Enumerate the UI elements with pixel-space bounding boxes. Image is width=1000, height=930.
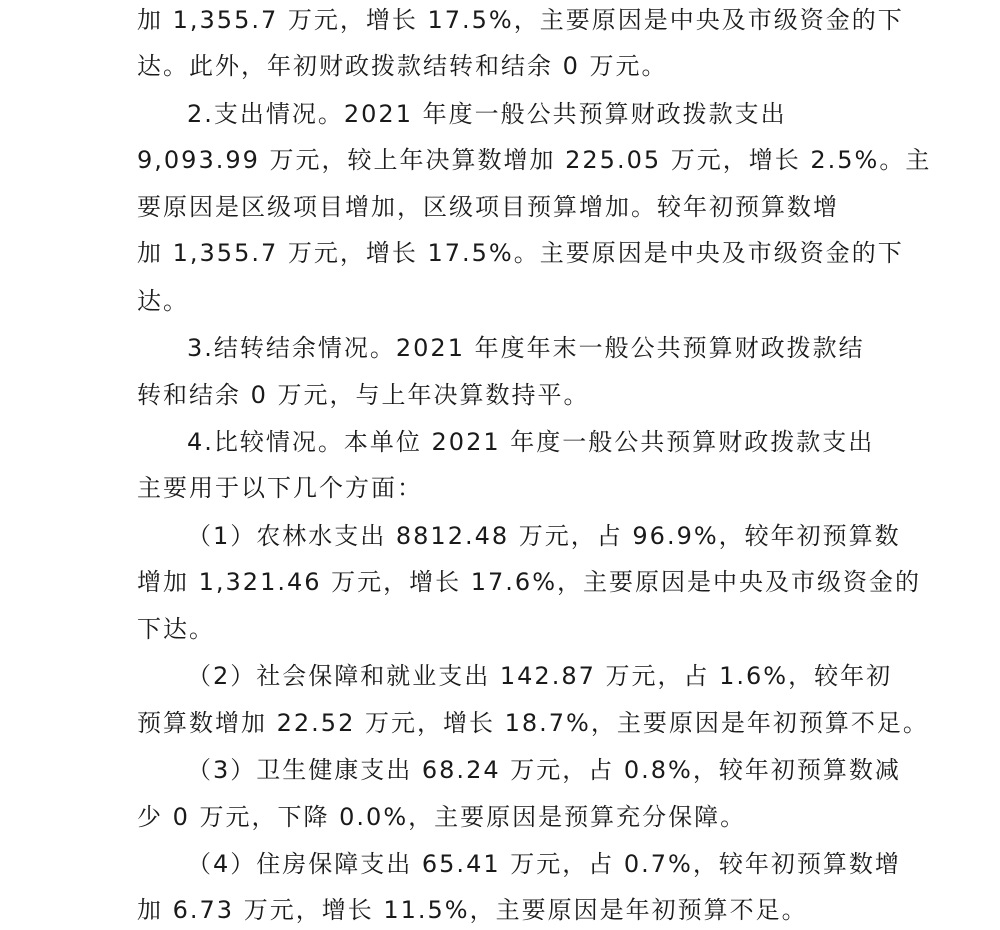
text-line: 少 0 万元，下降 0.0%，主要原因是预算充分保障。: [137, 803, 747, 831]
text-line: 预算数增加 22.52 万元，增长 18.7%，主要原因是年初预算不足。: [137, 709, 929, 737]
text-line: 增加 1,321.46 万元，增长 17.6%，主要原因是中央及市级资金的: [137, 568, 922, 596]
text-line: （3）卫生健康支出 68.24 万元，占 0.8%，较年初预算数减: [187, 756, 901, 784]
text-line: 加 6.73 万元，增长 11.5%，主要原因是年初预算不足。: [137, 896, 808, 924]
text-line: （1）农林水支出 8812.48 万元，占 96.9%，较年初预算数: [187, 522, 901, 550]
text-line: （4）住房保障支出 65.41 万元，占 0.7%，较年初预算数增: [187, 850, 901, 878]
text-line: 要原因是区级项目增加，区级项目预算增加。较年初预算数增: [137, 193, 839, 221]
text-line: 主要用于以下几个方面：: [137, 474, 423, 502]
text-line: 达。: [137, 287, 189, 315]
text-line: 3.结转结余情况。2021 年度年末一般公共预算财政拨款结: [187, 334, 865, 362]
text-line: 下达。: [137, 615, 215, 643]
text-line: 转和结余 0 万元，与上年决算数持平。: [137, 381, 590, 409]
text-line: 加 1,355.7 万元，增长 17.5%。主要原因是中央及市级资金的下: [137, 239, 904, 267]
text-line: 4.比较情况。本单位 2021 年度一般公共预算财政拨款支出: [187, 428, 875, 456]
text-line: 9,093.99 万元，较上年决算数增加 225.05 万元，增长 2.5%。主: [137, 146, 932, 174]
text-line: 达。此外，年初财政拨款结转和结余 0 万元。: [137, 52, 668, 80]
text-line: （2）社会保障和就业支出 142.87 万元，占 1.6%，较年初: [187, 662, 893, 690]
text-line: 加 1,355.7 万元，增长 17.5%，主要原因是中央及市级资金的下: [137, 6, 904, 34]
text-line: 2.支出情况。2021 年度一般公共预算财政拨款支出: [187, 100, 787, 128]
